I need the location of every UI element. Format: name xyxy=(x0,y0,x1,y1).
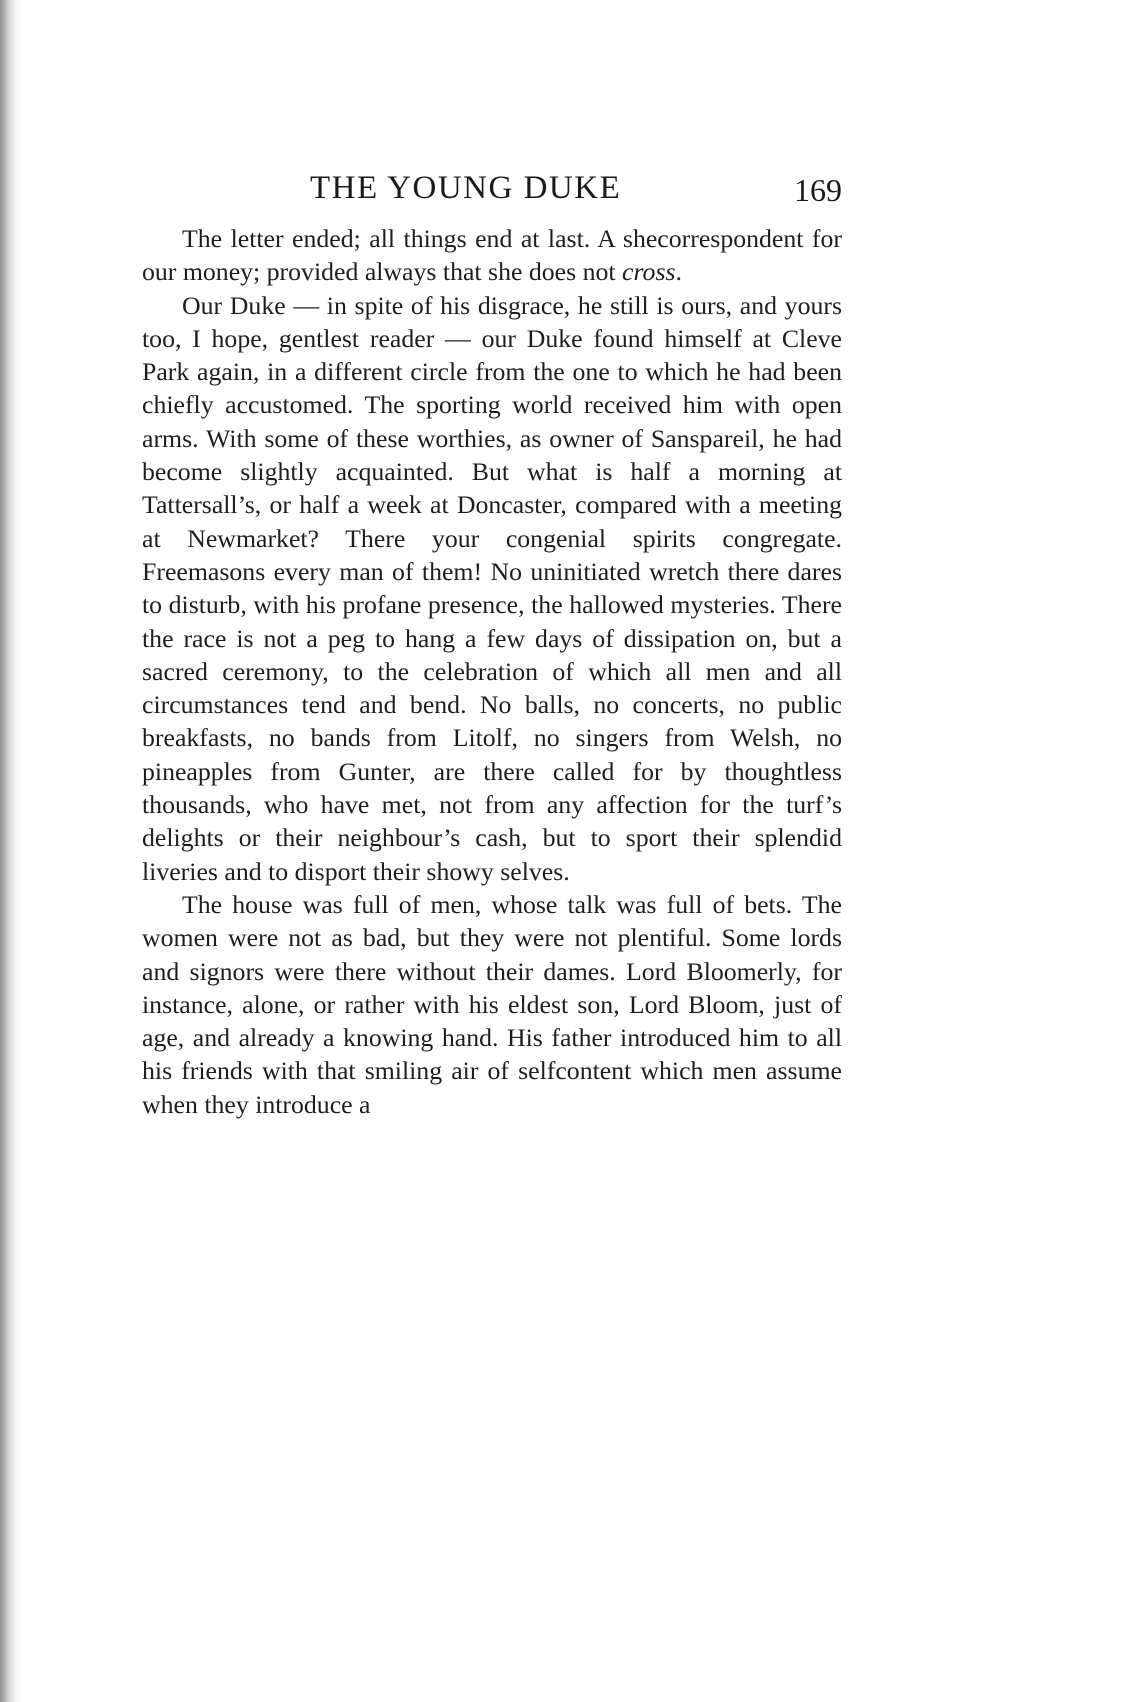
page-number: 169 xyxy=(794,172,842,208)
paragraph-1-italic-word: cross xyxy=(622,257,676,287)
running-head xyxy=(142,170,842,214)
paragraph-1-end: . xyxy=(675,257,682,287)
book-page xyxy=(142,170,842,1121)
paragraph-3: The house was full of men, whose talk was full of bets. The women were not as bad, but they were not plentiful. Some lords and signors were there without their dames. Lord Bloomerly, for instance, alone, or rather with his eldest son, Lord Bloom, just of age, and already a knowing hand. His father introduced him to all his friends with that smiling air of selfcontent which men assume when they introduce a xyxy=(142,889,842,1119)
paragraph-1 xyxy=(142,222,842,289)
running-title: THE YOUNG DUKE xyxy=(310,170,622,206)
page-gutter-shadow xyxy=(0,0,22,1702)
paragraph-2: Our Duke — in spite of his disgrace, he still is ours, and yours too, I hope, gentlest reader — our Duke found himself at Cleve Park again, in a different circle from the one to which he had been chiefly accustomed. The sporting world received him with open arms. With some of these worthies, as owner of Sanspareil, he had become slightly acquainted. But what is half a morning at Tattersall’s, or half a week at Doncaster, compared with a meeting at Newmarket? There your congenial spirits congregate. Freemasons every man of them! No uninitiated wretch there dares to disturb, with his profane presence, the hallowed mysteries. There the race is not a peg to hang a few days of dissipation on, but a sacred ceremony, to the celebration of which all men and all circumstances tend and bend. No balls, no concerts, no public breakfasts, no bands from Litolf, no singers from Welsh, no pineapples from Gunter, are there called for by thoughtless thousands, who have met, not from any affection for the turf’s delights or their neighbour’s cash, but to sport their splendid liveries and to disport their showy selves. xyxy=(142,290,842,886)
body-text xyxy=(142,222,842,1121)
paragraph-1-text: The letter ended; all things end at last. A shecorrespondent for our money; provided always that she does not xyxy=(142,224,842,287)
